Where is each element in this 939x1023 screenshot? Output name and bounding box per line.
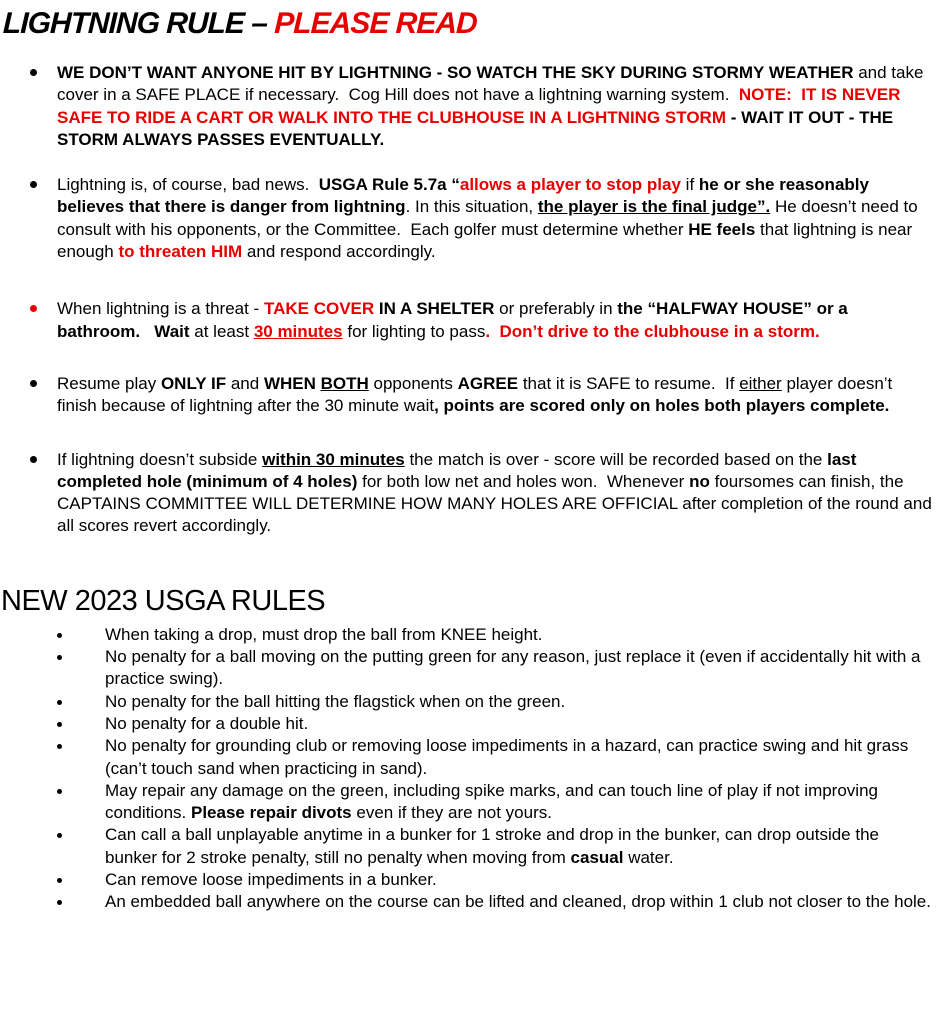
bullet-marker <box>57 722 62 727</box>
text-run: HE feels <box>688 219 756 239</box>
lightning-rules-list-item-5 <box>0 449 939 538</box>
text-run: for lighting to pass <box>342 321 486 341</box>
text-run: BOTH <box>320 373 369 393</box>
bullet-marker <box>57 744 62 749</box>
text-run: or preferably in <box>494 299 618 319</box>
text-run: No penalty for grounding club or removing loose impediments in a hazard, can practice swing and hit grass (can’t touch sand when practicing in sand). <box>105 736 913 778</box>
text-run: allows a player to stop play <box>459 175 681 195</box>
text-run: . In this situation, <box>405 197 538 217</box>
text-run: and <box>226 373 264 393</box>
text-run: When taking a drop, must drop the ball from KNEE height. <box>105 624 543 644</box>
text-run: to threaten HIM <box>118 242 243 262</box>
text-run: player doesn’t finish because of lightning after the 30 minute wait <box>57 373 898 416</box>
bullet-marker <box>57 833 62 838</box>
usga-rules-list-item-9 <box>0 891 939 913</box>
text-run: last completed hole (minimum of 4 holes) <box>57 449 862 491</box>
text-run: water. <box>623 847 674 867</box>
text-run: for both low net and holes won. Whenever <box>357 471 690 491</box>
text-run: If lightning doesn’t subside <box>57 449 263 469</box>
text-run: Please repair divots <box>191 803 352 823</box>
bullet-marker <box>30 380 37 387</box>
text-run: TAKE COVER <box>263 299 375 319</box>
text-run: at least <box>189 321 254 341</box>
text-run: - WAIT IT OUT - THE STORM ALWAYS PASSES EVENTUALLY. <box>57 107 898 149</box>
text-run: Wait <box>154 321 190 341</box>
usga-rules-list-item-1 <box>0 624 939 646</box>
text-run: NOTE: IT IS NEVER SAFE TO RIDE A CART OR WALK INTO THE CLUBHOUSE IN A LIGHTNING STORM <box>57 85 906 127</box>
bullet-marker <box>57 900 62 905</box>
text-run: Can remove loose impediments in a bunker. <box>105 870 437 890</box>
text-run: . Don’t drive to the clubhouse in a storm. <box>485 321 820 341</box>
text-run: , points are scored only on holes both players complete. <box>434 396 890 416</box>
lightning-rules-list <box>0 62 939 538</box>
text-run: opponents <box>368 373 458 393</box>
text-run: Lightning is, of course, bad news. <box>57 175 319 195</box>
lightning-rules-list-item-4 <box>0 373 939 418</box>
text-run: either <box>739 373 782 393</box>
text-run: within 30 minutes <box>262 449 405 469</box>
title-black-text: LIGHTNING RULE <box>2 7 245 40</box>
text-run: WHEN <box>263 373 321 393</box>
text-run: no <box>689 471 710 491</box>
text-run: Resume play <box>57 373 161 393</box>
text-run: that it is SAFE to resume. If <box>518 373 740 393</box>
bullet-marker <box>57 633 62 638</box>
text-run: and respond accordingly. <box>242 242 436 262</box>
usga-rules-list-item-5 <box>0 735 939 780</box>
lightning-rules-list-item-3 <box>0 298 939 343</box>
document-title <box>0 6 939 42</box>
text-run: No penalty for a double hit. <box>105 713 309 733</box>
text-run: WE DON’T WANT ANYONE HIT BY LIGHTNING - SO WATCH THE SKY DURING STORMY WEATHER <box>57 63 854 82</box>
text-run: if <box>680 175 699 195</box>
text-run: He doesn’t need to consult with his opponents, or the Committee. Each golfer must determine whether <box>57 197 923 239</box>
text-run: that lightning is near enough <box>57 219 917 262</box>
lightning-rules-list-item-2 <box>0 174 939 263</box>
text-run: Can call a ball unplayable anytime in a bunker for 1 stroke and drop in the bunker, can drop outside the bunker for 2 stroke penalty, still no penalty when moving from <box>105 825 884 867</box>
usga-rules-list-item-4 <box>0 713 939 735</box>
bullet-marker <box>57 700 62 705</box>
text-run: When lightning is a threat - <box>57 299 264 319</box>
text-run: May repair any damage on the green, including spike marks, and can touch line of play if not improving conditions. <box>105 780 883 823</box>
text-run: the player is the final judge”. <box>537 197 771 217</box>
text-run <box>140 322 154 341</box>
text-run: ONLY IF <box>160 373 227 393</box>
usga-rules-list-item-7 <box>0 824 939 869</box>
text-run: 30 minutes <box>253 321 343 341</box>
bullet-marker <box>30 181 37 188</box>
text-run: the match is over - score will be recorded based on the <box>404 449 828 469</box>
text-run: foursomes can finish, the CAPTAINS COMMITTEE WILL DETERMINE HOW MANY HOLES ARE OFFICIAL after completion of the round and all scores revert accordingly. <box>57 471 937 536</box>
text-run: USGA Rule 5.7a “ <box>318 175 460 195</box>
bullet-marker <box>30 69 37 76</box>
text-run: casual <box>570 847 624 867</box>
text-run: he or she reasonably believes that there is danger from lightning <box>57 175 874 217</box>
text-run: IN A SHELTER <box>374 299 495 319</box>
text-run: even if they are not yours. <box>351 803 552 823</box>
bullet-marker <box>57 789 62 794</box>
text-run: No penalty for the ball hitting the flagstick when on the green. <box>105 691 566 711</box>
usga-rules-list-item-2 <box>0 646 939 691</box>
text-run: An embedded ball anywhere on the course can be lifted and cleaned, drop within 1 club not closer to the hole. <box>105 892 931 912</box>
bullet-marker <box>57 878 62 883</box>
usga-rules-list-item-3 <box>0 691 939 713</box>
bullet-marker <box>57 655 62 660</box>
lightning-rules-list-item-1 <box>0 62 939 151</box>
usga-rules-list-item-6 <box>0 780 939 825</box>
bullet-marker <box>30 456 37 463</box>
usga-rules-list <box>0 624 939 914</box>
title-dash: – <box>243 7 275 40</box>
text-run: AGREE <box>457 373 519 393</box>
usga-rules-list-item-8 <box>0 869 939 891</box>
usga-rules-heading: NEW 2023 USGA RULES <box>1 584 326 617</box>
text-run: the “HALFWAY HOUSE” or a bathroom. <box>57 299 853 341</box>
text-run: and take cover in a SAFE PLACE if necessary. Cog Hill does not have a lightning warning system. <box>57 63 929 105</box>
bullet-marker <box>30 305 37 312</box>
text-run: No penalty for a ball moving on the putting green for any reason, just replace it (even if accidentally hit with a practice swing). <box>105 647 926 689</box>
title-red-text: PLEASE READ <box>273 7 478 40</box>
